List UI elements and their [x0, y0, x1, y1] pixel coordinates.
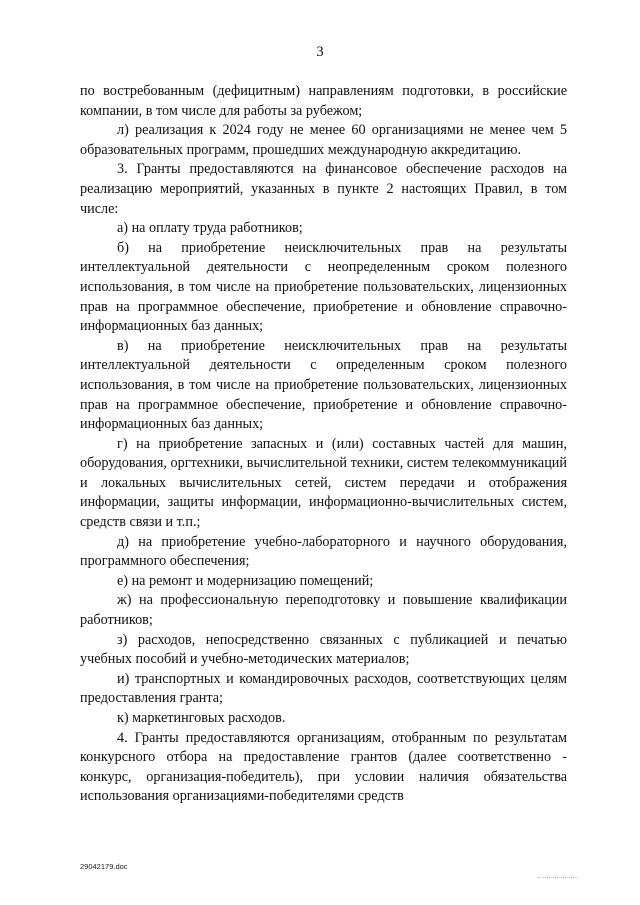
list-item-k: к) маркетинговых расходов. [117, 710, 286, 726]
list-item-b: б) на приобретение неисключительных прав на результаты интеллектуальной деятельности с неопределенным сроком полезного использования, в том числе на приобретение пользовательских, лицензионных прав на программное обеспечение, приобретение и обновление справочно-информационных баз данных; [80, 239, 567, 335]
list-item-e: е) на ремонт и модернизацию помещений; [117, 572, 374, 589]
paragraph-continuation: по востребованным (дефицитным) направлениям подготовки, в российские компании, в том числе для работы за рубежом; [80, 83, 567, 119]
list-item-a: а) на оплату труда работников; [117, 220, 303, 237]
list-item-i: и) транспортных и командировочных расходов, соответствующих целям предоставления гранта; [80, 670, 567, 707]
paragraph-3-grants: 3. Гранты предоставляются на финансовое обеспечение расходов на реализацию мероприятий, указанных в пункте 2 настоящих Правил, в том числе: [80, 161, 567, 217]
document-filename: 29042179.doc [80, 862, 128, 871]
scan-artifact [538, 877, 578, 880]
list-item-zh: ж) на профессиональную переподготовку и повышение квалификации работников; [80, 592, 567, 629]
paragraph-4-grants: 4. Гранты предоставляются организациям, отобранным по результатам конкурсного отбора на предоставление грантов (далее соответственно - конкурс, организация-победитель), при условии наличия обязательства использования организациями-победителями средств [80, 729, 567, 805]
list-item-v: в) на приобретение неисключительных прав на результаты интеллектуальной деятельности с определенным сроком полезного использования, в том числе на приобретение пользовательских, лицензионных прав на программное обеспечение, приобретение и обновление справочно-информационных баз данных; [80, 337, 567, 433]
document-body [80, 82, 567, 807]
page-number: 3 [316, 44, 324, 60]
paragraph-item-l: л) реализация к 2024 году не менее 60 организациями не менее чем 5 образовательных программ, прошедших международную аккредитацию. [80, 122, 567, 158]
list-item-z: з) расходов, непосредственно связанных с публикацией и печатью учебных пособий и учебно-методических материалов; [80, 631, 567, 668]
list-item-g: г) на приобретение запасных и (или) составных частей для машин, оборудования, оргтехники, вычислительной техники, систем телекоммуникаций и локальных вычислительных сетей, систем передачи и отображения информации, защиты информации, информационно-вычислительных систем, средств связи и т.п.; [80, 435, 567, 531]
list-item-d: д) на приобретение учебно-лабораторного и научного оборудования, программного обеспечения; [80, 533, 567, 570]
